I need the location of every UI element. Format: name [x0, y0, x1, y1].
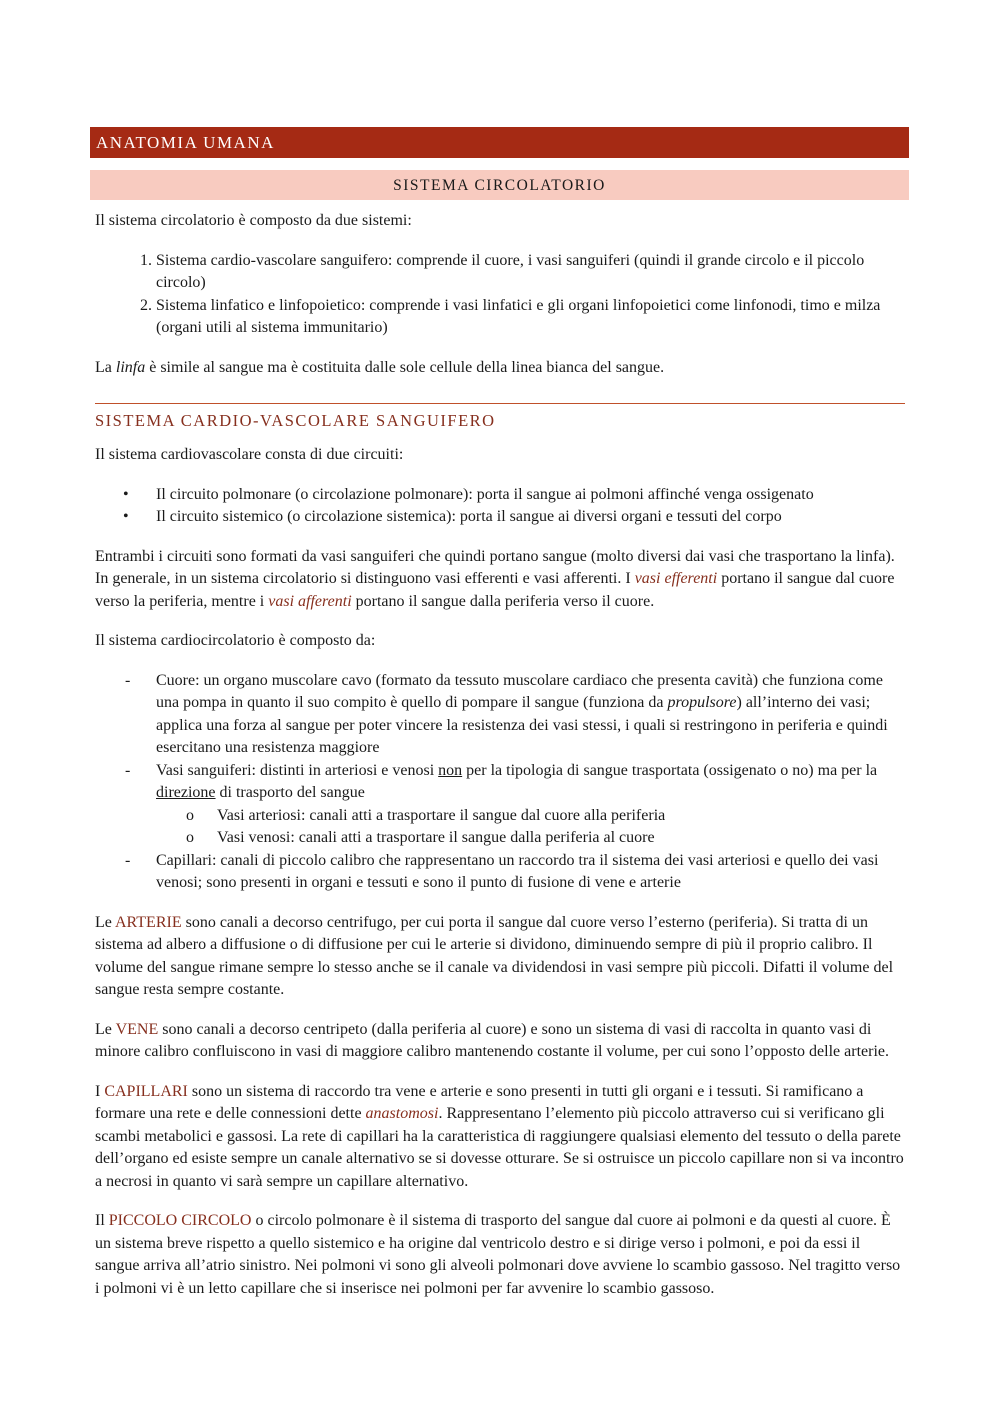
veins-term: VENE [115, 1020, 159, 1038]
capillaries-term: CAPILLARI [104, 1082, 188, 1100]
text-run: portano il sangue dalla periferia verso il cuore. [351, 592, 655, 610]
text-run: portano il sangue dal cuore verso la periferia, mentre i [95, 570, 895, 610]
list-item: 1. Sistema cardio-vascolare sanguifero: comprende il cuore, i vasi sanguiferi (quindi il grande circolo e il piccolo circolo) [156, 250, 905, 295]
pulmonary-circuit-paragraph [95, 1210, 905, 1300]
propulsore-term: propulsore [667, 694, 737, 711]
vessels-paragraph [95, 546, 905, 614]
afferent-term: vasi afferenti [268, 592, 352, 610]
sublist-item: o Vasi venosi: canali atti a trasportare il sangue dalla periferia al cuore [156, 827, 905, 850]
list-item: • Il circuito sistemico (o circolazione sistemica): porta il sangue ai diversi organi e tessuti del corpo [95, 506, 905, 529]
components-list [95, 670, 905, 895]
linfa-paragraph [95, 357, 905, 380]
arteries-paragraph [95, 912, 905, 1002]
sublist-item: o Vasi arteriosi: canali atti a trasportare il sangue dal cuore alla periferia [156, 805, 905, 828]
text-run: La [95, 358, 116, 376]
text-run: sono canali a decorso centrifugo, per cui porta il sangue dal cuore verso l’esterno (periferia). Si tratta di un sistema ad albero a diffusione o di diffusione per cui le arterie si dividono, diminuendo sempre di più il proprio calibro. Il volume del sangue rimane sempre lo stesso anche se il canale va dividendosi in vasi sempre più piccoli. Difatti il volume del sangue resta sempre costante. [95, 913, 894, 998]
list-item-heart [95, 670, 905, 760]
text-run: Le [95, 1020, 116, 1038]
text-run: per la tipologia di sangue trasportata (ossigenato o no) ma per la [462, 761, 878, 779]
list-item: 2. Sistema linfatico e linfopoietico: comprende i vasi linfatici e gli organi linfopoietici come linfonodi, timo e milza (organi utili al sistema immunitario) [156, 295, 905, 340]
text-run: sono un sistema di raccordo tra vene e arterie e sono presenti in tutti gli organi e i tessuti. Si ramificano a formare una rete e delle connessioni dette [95, 1082, 864, 1122]
components-intro: Il sistema cardiocircolatorio è composto da: [95, 632, 376, 649]
section-divider [95, 403, 905, 404]
text-run: è simile al sangue ma è costituita dalle sole cellule della linea bianca del sangue. [145, 358, 665, 376]
list-item-vessels [95, 760, 905, 850]
document-title: ANATOMIA UMANA [90, 127, 909, 158]
arteries-term: ARTERIE [115, 913, 182, 931]
text-run: Cuore: un organo muscolare cavo (formato da tessuto muscolare cardiaco che presenta cavità) che funziona come una pompa in quanto il suo compito è quello di pompare il sangue (funziona da [156, 671, 883, 711]
underlined-term: direzione [156, 784, 216, 801]
text-run: Entrambi i circuiti sono formati da vasi sanguiferi che quindi portano sangue (molto diversi dai vasi che trasportano la linfa). In generale, in un sistema circolatorio si distinguono vasi efferenti e vasi afferenti. I [95, 547, 895, 587]
text-run: ) all’interno dei vasi; applica una forza al sangue per poter vincere la resistenza dei vasi stessi, i quali si restringono in periferia e quindi esercitano una resistenza maggiore [156, 694, 888, 756]
pulmonary-term: PICCOLO CIRCOLO [108, 1212, 252, 1229]
section-heading: SISTEMA CARDIO-VASCOLARE SANGUIFERO [95, 411, 496, 430]
systems-list [95, 250, 905, 340]
text-run: Le [95, 913, 115, 931]
document-body [95, 210, 905, 1317]
list-item: • Il circuito polmonare (o circolazione polmonare): porta il sangue ai polmoni affinché venga ossigenato [95, 484, 905, 507]
efferent-term: vasi efferenti [634, 570, 718, 587]
list-item-capillaries: - Capillari: canali di piccolo calibro che rappresentano un raccordo tra il sistema dei vasi arteriosi e quello dei vasi venosi; sono presenti in organi e tessuti e sono il punto di fusione di vene e arterie [95, 850, 905, 895]
text-run: . Rappresentano l’elemento più piccolo attraverso cui si verificano gli scambi metabolici e gassosi. La rete di capillari ha la caratteristica di raggiungere qualsiasi elemento del tessuto o della parete dell’organo ed esiste sempre un canale alternativo se si dovesse otturare. Se si ostruisce un piccolo capillare non si va incontro a necrosi in quanto vi sarà sempre un capillare alternativo. [95, 1105, 904, 1190]
anastomosi-term: anastomosi [365, 1105, 439, 1122]
text-run: di trasporto del sangue [215, 784, 365, 801]
text-run: sono canali a decorso centripeto (dalla periferia al cuore) e sono un sistema di vasi di raccolta in quanto vasi di minore calibro confluiscono in vasi di maggiore calibro mantenendo costante il volume, per cui sono l’opposto delle arterie. [95, 1020, 889, 1060]
circuits-intro: Il sistema cardiovascolare consta di due circuiti: [95, 446, 404, 463]
vessels-sublist [156, 805, 905, 850]
veins-paragraph [95, 1019, 905, 1064]
text-run: I [95, 1082, 105, 1100]
text-run: o circolo polmonare è il sistema di trasporto del sangue dal cuore ai polmoni e da questi al cuore. È un sistema breve rispetto a quello sistemico e ha origine dal ventricolo destro e si dirige verso i polmoni, e poi da essi il sangue arriva all’atrio sinistro. Nei polmoni vi sono gli alveoli polmonari dove avviene lo scambio gassoso. Nel tragitto verso i polmoni vi è un letto capillare che si inserisce nei polmoni per far avvenire lo scambio gassoso. [95, 1212, 901, 1297]
chapter-title: SISTEMA CIRCOLATORIO [90, 170, 909, 200]
linfa-term: linfa [115, 358, 146, 376]
capillaries-paragraph [95, 1081, 905, 1194]
circuits-list [95, 484, 905, 529]
text-run: Vasi sanguiferi: distinti in arteriosi e venosi [156, 761, 439, 779]
text-run: Il [95, 1212, 109, 1229]
underlined-term: non [438, 761, 463, 779]
intro-paragraph: Il sistema circolatorio è composto da due sistemi: [95, 212, 412, 229]
